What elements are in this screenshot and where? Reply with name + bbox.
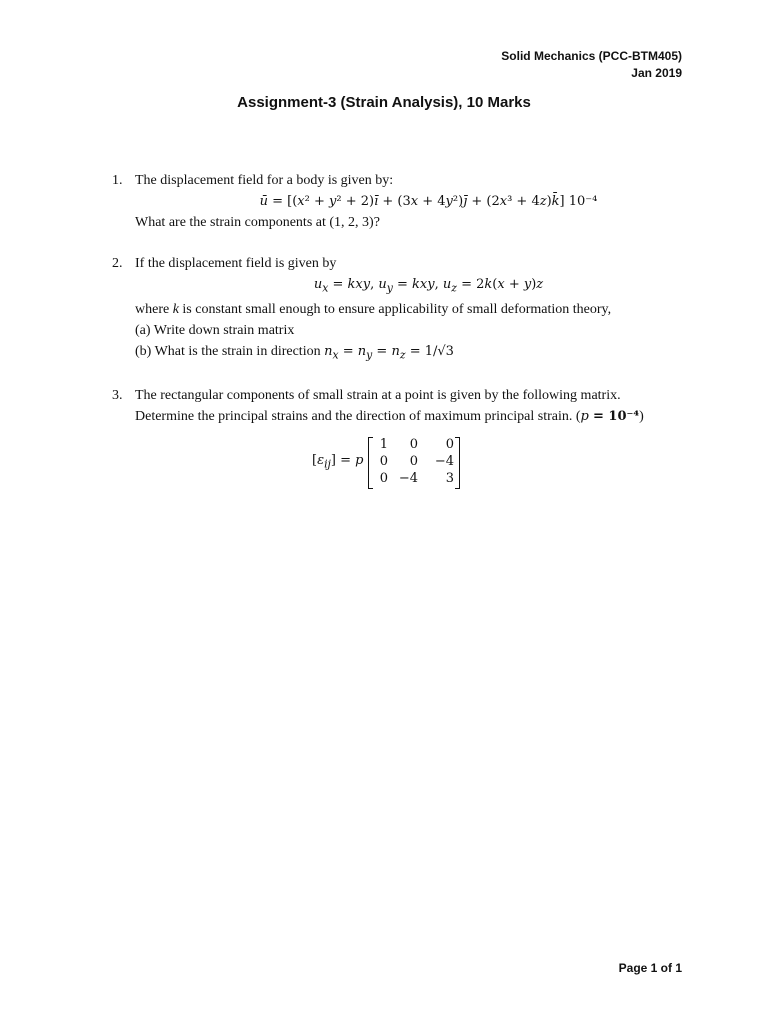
question-2 <box>112 253 682 365</box>
matrix-cell: −4 <box>398 471 418 486</box>
question-line-2: Determine the principal strains and the direction of maximum principal strain. (p = 10⁻⁴) <box>135 409 644 424</box>
question-part-a: (a) Write down strain matrix <box>135 322 295 338</box>
matrix-cell: 0 <box>409 454 418 469</box>
question-1 <box>112 170 682 233</box>
matrix-lhs: $[\varepsilon_{ij}] = p$ <box>312 453 364 471</box>
question-text: What are the strain components at (1, 2, 3)? <box>135 215 380 230</box>
assignment-title: Assignment-3 (Strain Analysis), 10 Marks <box>237 94 531 111</box>
question-intro: If the displacement field is given by <box>135 256 337 271</box>
course-name: Solid Mechanics (PCC-BTM405) <box>501 49 682 63</box>
question-condition: where k is constant small enough to ensure applicability of small deformation theory, <box>135 301 612 317</box>
matrix-cell: 0 <box>445 437 454 452</box>
displacement-equation: $u_x$ = kxy, $u_y$ = kxy, $u_z = 2k(x + y)z$ <box>313 277 544 295</box>
document-date: Jan 2019 <box>631 66 682 80</box>
question-number: 2. <box>112 256 123 271</box>
matrix-right-bracket <box>455 437 460 489</box>
question-3 <box>112 385 682 427</box>
document-header <box>501 48 682 82</box>
question-intro: The displacement field for a body is given by: <box>135 173 394 188</box>
question-number: 3. <box>112 388 123 403</box>
matrix-cell: 0 <box>409 437 418 452</box>
matrix-cell: 0 <box>379 471 388 486</box>
question-line-1: The rectangular components of small strain at a point is given by the following matrix. <box>135 388 621 403</box>
question-part-b: (b) What is the strain in direction $n_x = n_y = n_z = 1/√3$ <box>135 343 454 362</box>
page-number: Page 1 of 1 <box>618 961 682 975</box>
displacement-equation: ū = [(x² + y² + 2)ī + (3x + 4y²)j̄ + (2x³ + 4z)k̄] 10⁻⁴ <box>259 194 598 209</box>
matrix-cell: −4 <box>434 454 454 469</box>
matrix-cell: 0 <box>379 454 388 469</box>
matrix-cell: 3 <box>445 471 454 486</box>
question-number: 1. <box>112 173 123 188</box>
matrix-cell: 1 <box>379 437 388 452</box>
